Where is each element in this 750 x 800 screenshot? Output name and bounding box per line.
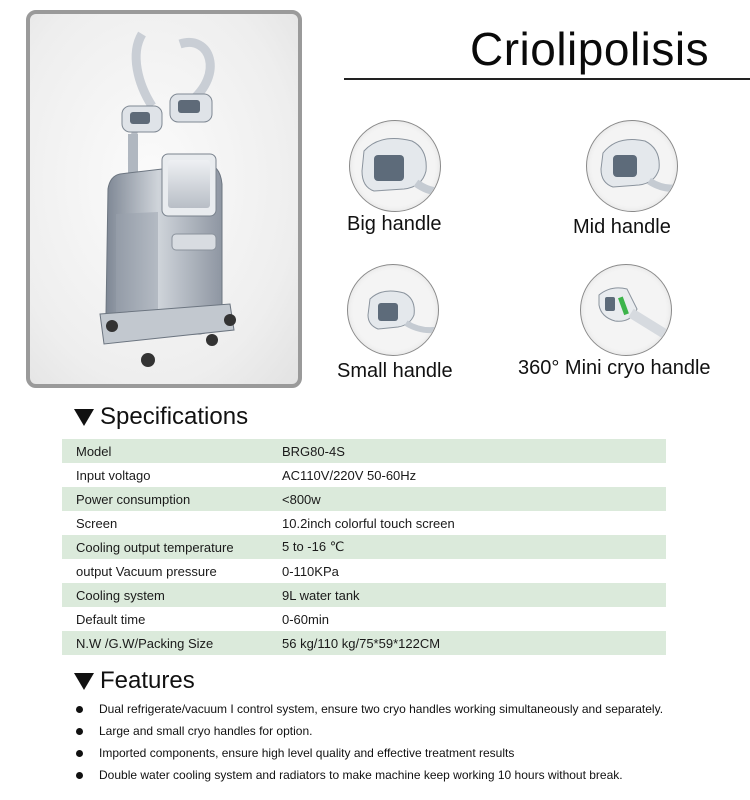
spec-key: Model <box>76 443 112 459</box>
page-title: Criolipolisis <box>470 23 710 75</box>
big-handle-label: Big handle <box>347 213 442 235</box>
title-divider <box>344 78 750 80</box>
spec-value: BRG80-4S <box>282 443 345 459</box>
table-row <box>62 607 666 631</box>
spec-value: <800w <box>282 491 321 507</box>
table-row <box>62 559 666 583</box>
bullet-icon <box>76 750 83 757</box>
list-item <box>70 764 740 786</box>
table-row <box>62 463 666 487</box>
triangle-down-icon <box>74 673 94 690</box>
mini-cryo-handle-icon <box>580 264 672 356</box>
specifications-heading-text: Specifications <box>100 403 249 430</box>
feature-text: Imported components, ensure high level quality and effective treatment results <box>99 746 515 760</box>
spec-key: N.W /G.W/Packing Size <box>76 635 214 651</box>
spec-value: 0-110KPa <box>282 563 339 579</box>
table-row <box>62 487 666 511</box>
spec-value: 0-60min <box>282 611 329 627</box>
spec-value: 9L water tank <box>282 587 360 603</box>
spec-value: 10.2inch colorful touch screen <box>282 515 455 531</box>
cryolipolysis-machine-image <box>30 14 298 384</box>
feature-text: Double water cooling system and radiators to make machine keep working 10 hours without break. <box>99 768 623 782</box>
spec-key: Input voltago <box>76 467 151 483</box>
spec-key: Cooling system <box>76 587 165 603</box>
table-row <box>62 511 666 535</box>
feature-text: Large and small cryo handles for option. <box>99 724 313 738</box>
spec-key: Default time <box>76 611 146 627</box>
product-image-frame <box>26 10 302 388</box>
list-item <box>70 698 740 720</box>
table-row <box>62 535 666 559</box>
list-item <box>70 720 740 742</box>
spec-value: 56 kg/110 kg/75*59*122CM <box>282 635 441 651</box>
specifications-heading <box>74 403 248 431</box>
mini-cryo-handle-label: 360° Mini cryo handle <box>518 357 711 379</box>
specifications-table <box>62 439 666 655</box>
features-heading-text: Features <box>100 667 195 694</box>
small-handle-label: Small handle <box>337 360 453 382</box>
bullet-icon <box>76 772 83 779</box>
bullet-icon <box>76 706 83 713</box>
small-handle-icon <box>347 264 439 356</box>
big-handle-icon <box>349 120 441 212</box>
spec-key: Power consumption <box>76 491 191 507</box>
table-row <box>62 583 666 607</box>
features-heading <box>74 667 195 695</box>
spec-key: Screen <box>76 515 118 531</box>
spec-value: 5 to -16 ℃ <box>282 539 345 554</box>
spec-key: Cooling output temperature <box>76 539 234 555</box>
list-item <box>70 742 740 764</box>
mid-handle-icon <box>586 120 678 212</box>
features-list <box>70 698 740 786</box>
table-row <box>62 631 666 655</box>
spec-key: output Vacuum pressure <box>76 563 217 579</box>
table-row <box>62 439 666 463</box>
spec-value: AC110V/220V 50-60Hz <box>282 467 417 483</box>
mid-handle-label: Mid handle <box>573 216 671 238</box>
triangle-down-icon <box>74 409 94 426</box>
bullet-icon <box>76 728 83 735</box>
feature-text: Dual refrigerate/vacuum I control system, ensure two cryo handles working simultaneously and separately. <box>99 702 664 716</box>
